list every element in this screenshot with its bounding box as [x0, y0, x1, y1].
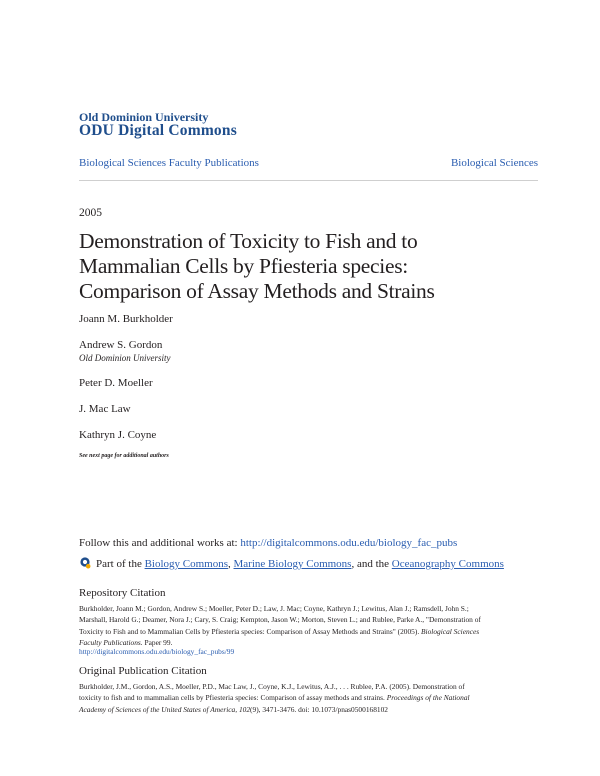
title-line-2: Mammalian Cells by Pfiesteria species: [79, 254, 408, 278]
collection-url-link[interactable]: http://digitalcommons.odu.edu/biology_fac_pubs [240, 537, 458, 549]
citation-line: Burkholder, Joann M.; Gordon, Andrew S.; Moeller, Peter D.; Law, J. Mac; Coyne, Kathryn J.; Lewitus, Alan J.; Ramsdell, John S.; [79, 604, 469, 613]
part-of-sep: , and the [351, 558, 390, 570]
author-name: Andrew S. Gordon [79, 339, 163, 351]
department-link[interactable]: Biological Sciences [450, 157, 538, 169]
citation-line: Marshall, Harold G.; Deamer, Nora J.; Cary, S. Craig; Kempton, Jason W.; Morton, Steven L.; and Rublee, Parke A., "Demonstration of [79, 615, 481, 625]
network-icon [79, 556, 91, 572]
citation-text: (9), 3471-3476. doi: 10.1073/pnas0500168102 [250, 704, 388, 714]
part-of-sep: , [228, 558, 231, 570]
institution-name: Old Dominion University [79, 110, 209, 124]
citation-text: Paper 99. [144, 637, 173, 647]
header-divider [79, 180, 538, 181]
citation-line [79, 704, 549, 715]
original-citation-text [79, 681, 549, 715]
original-citation-heading: Original Publication Citation [79, 665, 207, 677]
marine-biology-commons-link[interactable]: Marine Biology Commons [233, 558, 352, 570]
paper-title [79, 229, 549, 304]
author-name: J. Mac Law [79, 403, 131, 415]
title-line-1: Demonstration of Toxicity to Fish and to [79, 229, 418, 253]
part-of-prefix: Part of the [96, 558, 142, 570]
citation-line [79, 626, 549, 637]
oceanography-commons-link[interactable]: Oceanography Commons [391, 558, 504, 570]
biology-commons-link[interactable]: Biology Commons [144, 558, 229, 570]
author-name: Kathryn J. Coyne [79, 429, 157, 441]
repository-citation-heading: Repository Citation [79, 587, 166, 599]
repository-citation-text [79, 603, 549, 648]
author-affiliation: Old Dominion University [79, 353, 171, 363]
follow-line [79, 537, 457, 549]
citation-text: Toxicity to Fish and to Mammalian Cells by Pfiesteria species: Comparison of Assay Methods and Strains" (2005). [79, 626, 420, 636]
part-of-line [79, 556, 504, 572]
author-name: Peter D. Moeller [79, 377, 153, 389]
collection-link[interactable]: Biological Sciences Faculty Publications [79, 157, 259, 169]
citation-journal: Faculty Publications. [79, 637, 143, 647]
citation-journal: Academy of Sciences of the United States of America, 102 [79, 704, 251, 714]
citation-text: toxicity to fish and to mammalian cells by Pfiesteria species: Comparison of assay methods and strains. [79, 693, 385, 703]
publication-year: 2005 [79, 207, 102, 219]
see-more-authors-note: See next page for additional authors [79, 453, 169, 459]
repository-name[interactable]: ODU Digital Commons [79, 122, 237, 139]
citation-journal: Proceedings of the National [386, 693, 470, 703]
follow-label: Follow this and additional works at: [79, 537, 238, 549]
title-line-3: Comparison of Assay Methods and Strains [79, 279, 435, 303]
citation-line [79, 692, 549, 703]
item-url-link[interactable]: http://digitalcommons.odu.edu/biology_fac_pubs/99 [79, 647, 235, 656]
author-name: Joann M. Burkholder [79, 313, 173, 325]
citation-journal: Biological Sciences [421, 626, 480, 636]
citation-line: Burkholder, J.M., Gordon, A.S., Moeller, P.D., Mac Law, J., Coyne, K.J., Lewitus, A.J., . . . Rublee, P.A. (2005). Demonstration of [79, 682, 465, 691]
